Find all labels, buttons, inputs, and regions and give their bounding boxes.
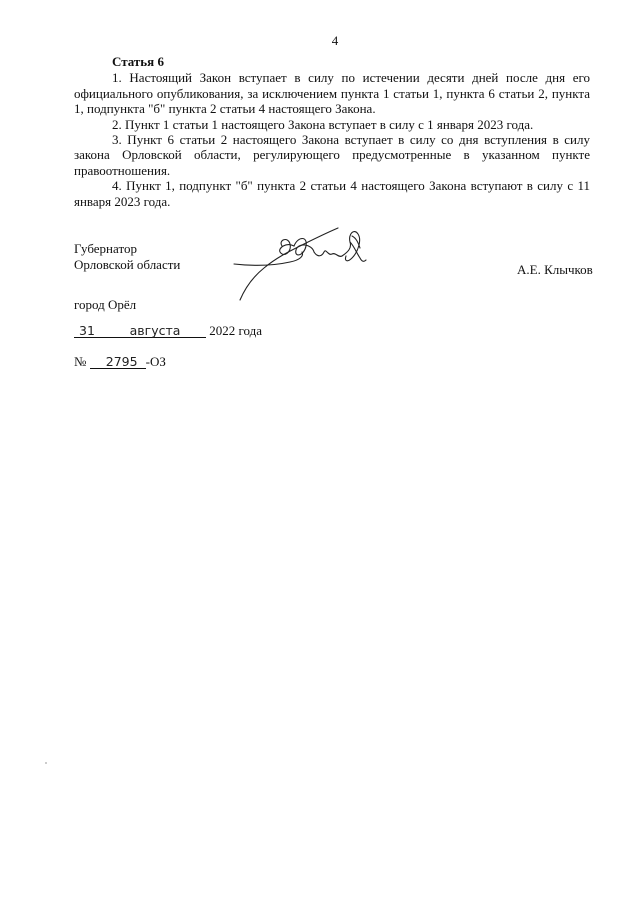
signing-date bbox=[74, 323, 262, 339]
law-number-value: 2795 bbox=[98, 355, 146, 369]
article-paragraph-1: 1. Настоящий Закон вступает в силу по истечении десяти дней после дня его официального опубликования, за исключением пункта 1 статьи 1, пункта 6 статьи 2, пункта 1, подпункта "б" пункта 2 статьи 4 настоящего Закона. bbox=[74, 70, 590, 117]
date-month: августа bbox=[114, 324, 196, 338]
article-paragraph-2: 2. Пункт 1 статьи 1 настоящего Закона вступает в силу с 1 января 2023 года. bbox=[112, 116, 534, 132]
governor-title bbox=[74, 241, 180, 273]
governor-name: А.Е. Клычков bbox=[517, 262, 593, 277]
date-day: 31 bbox=[74, 324, 100, 338]
law-number-prefix: № bbox=[74, 354, 87, 369]
page-number: 4 bbox=[331, 33, 339, 48]
governor-position-line1: Губернатор bbox=[74, 241, 137, 256]
date-gap-2 bbox=[196, 324, 206, 338]
article-paragraph-3: 3. Пункт 6 статьи 2 настоящего Закона вступает в силу со дня вступления в силу закона Орловской области, регулирующего предусмотренные в указанном пункте правоотношения. bbox=[74, 132, 590, 178]
law-number bbox=[74, 354, 166, 370]
article-body bbox=[74, 54, 590, 209]
handwritten-signature bbox=[232, 222, 372, 304]
law-number-gap bbox=[90, 355, 98, 369]
law-number-suffix: -ОЗ bbox=[145, 354, 166, 369]
governor-position-line2: Орловской области bbox=[74, 257, 181, 272]
article-title: Статья 6 bbox=[112, 54, 164, 69]
date-year: 2022 года bbox=[209, 323, 263, 338]
place-of-signing: город Орёл bbox=[74, 297, 137, 312]
scan-speck bbox=[45, 762, 47, 764]
article-paragraph-4: 4. Пункт 1, подпункт "б" пункта 2 статьи 4 настоящего Закона вступают в силу с 11 января 2023 года. bbox=[74, 178, 590, 209]
date-gap bbox=[100, 324, 114, 338]
